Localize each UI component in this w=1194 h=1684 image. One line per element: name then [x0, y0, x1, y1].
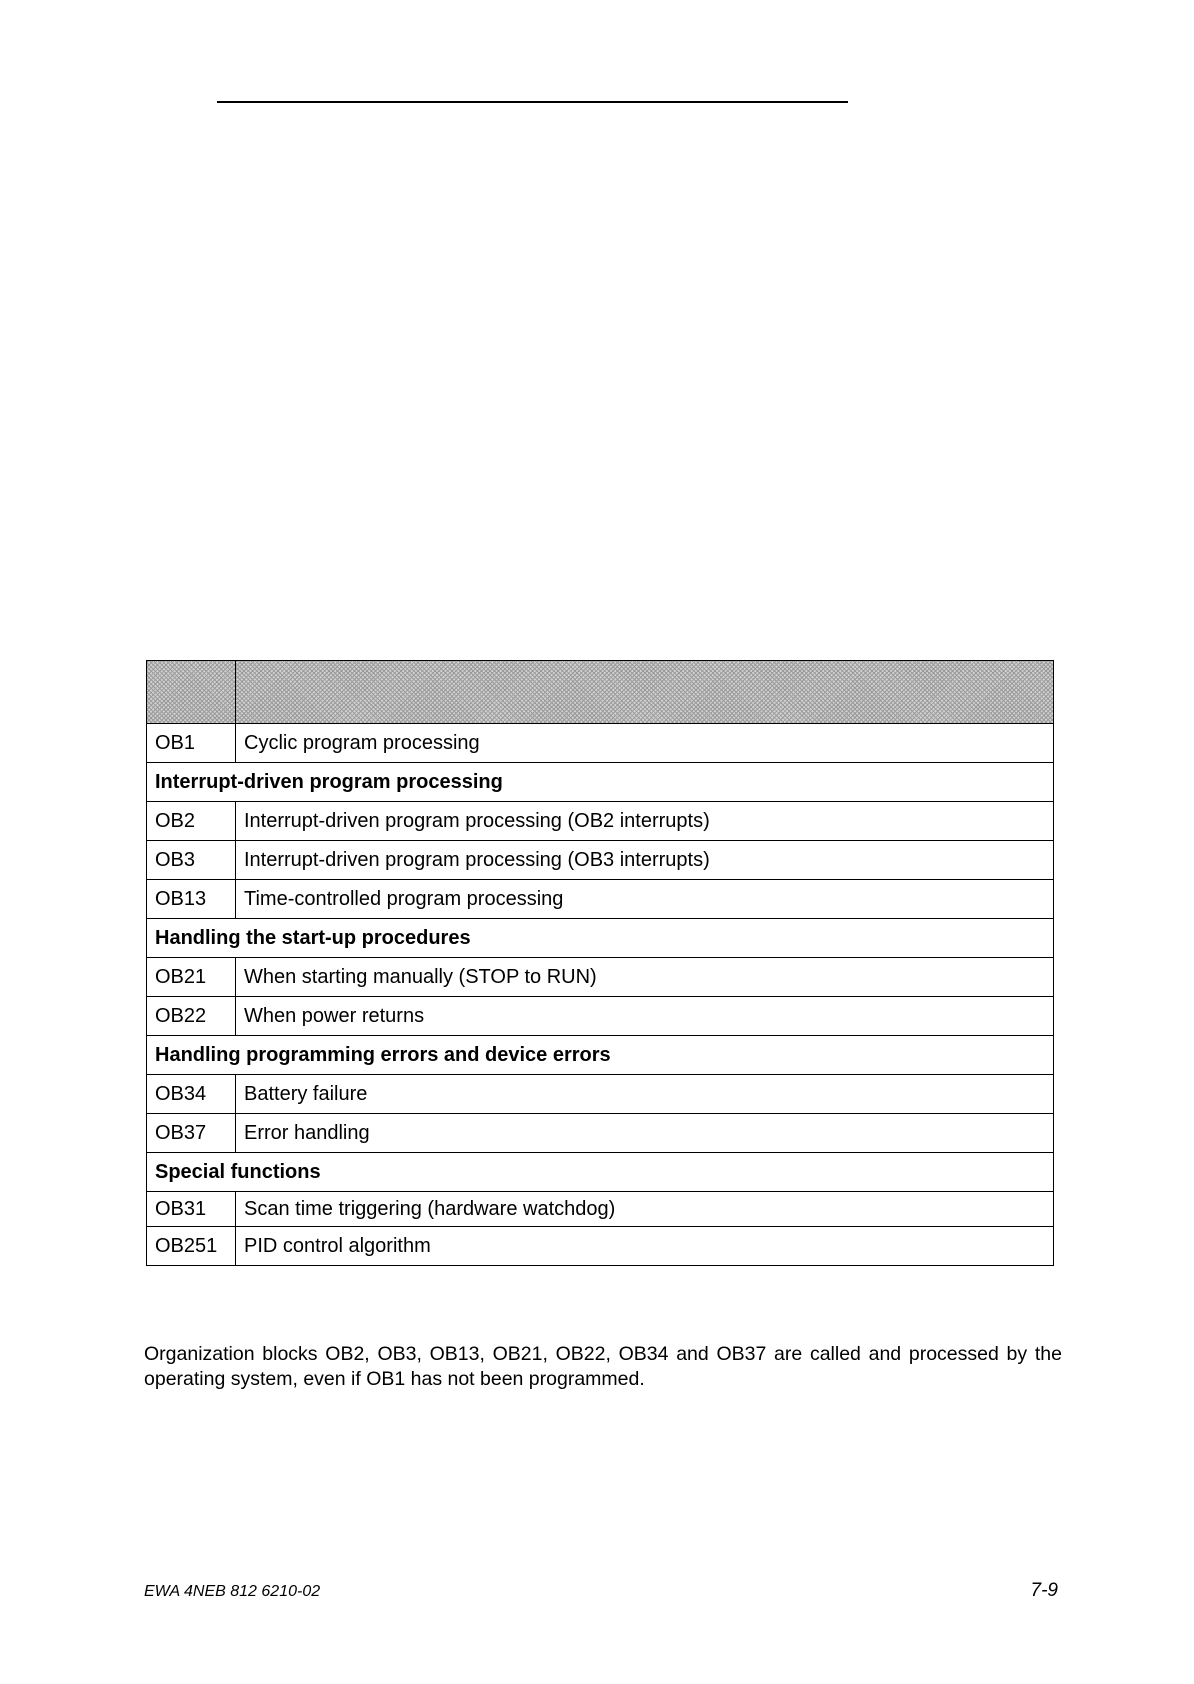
- block-cell: OB2: [147, 802, 236, 841]
- block-cell: OB3: [147, 841, 236, 880]
- table-row: [147, 1192, 1054, 1227]
- description-cell: PID control algorithm: [236, 1227, 1054, 1266]
- table-row: [147, 724, 1054, 763]
- description-cell: Cyclic program processing: [236, 724, 1054, 763]
- table-header-row: [147, 661, 1054, 724]
- table-row: [147, 997, 1054, 1036]
- block-cell: OB13: [147, 880, 236, 919]
- block-cell: OB34: [147, 1075, 236, 1114]
- section-row: [147, 919, 1054, 958]
- body-note: Organization blocks OB2, OB3, OB13, OB21, OB22, OB34 and OB37 are called and processed by the operating system, even if OB1 has not been programmed.: [144, 1343, 1062, 1390]
- table-row: [147, 1075, 1054, 1114]
- table-row: [147, 958, 1054, 997]
- header-rule: [217, 101, 848, 103]
- description-cell: Battery failure: [236, 1075, 1054, 1114]
- footer-page-number: 7-9: [1030, 1580, 1058, 1601]
- description-cell: Time-controlled program processing: [236, 880, 1054, 919]
- description-cell: Interrupt-driven program processing (OB3 interrupts): [236, 841, 1054, 880]
- block-cell: OB31: [147, 1192, 236, 1227]
- block-cell: OB1: [147, 724, 236, 763]
- section-title: Interrupt-driven program processing: [147, 763, 1054, 802]
- table-row: [147, 1227, 1054, 1266]
- block-cell: OB37: [147, 1114, 236, 1153]
- description-cell: When power returns: [236, 997, 1054, 1036]
- table-row: [147, 802, 1054, 841]
- description-cell: Interrupt-driven program processing (OB2 interrupts): [236, 802, 1054, 841]
- block-cell: OB251: [147, 1227, 236, 1266]
- block-cell: OB22: [147, 997, 236, 1036]
- table-row: [147, 841, 1054, 880]
- section-title: Handling the start-up procedures: [147, 919, 1054, 958]
- section-row: [147, 1153, 1054, 1192]
- section-title: Special functions: [147, 1153, 1054, 1192]
- description-cell: When starting manually (STOP to RUN): [236, 958, 1054, 997]
- footer-document-id: EWA 4NEB 812 6210-02: [144, 1583, 321, 1600]
- section-row: [147, 1036, 1054, 1075]
- organization-blocks-table: [146, 660, 1054, 1266]
- description-cell: Scan time triggering (hardware watchdog): [236, 1192, 1054, 1227]
- table-header-cell-block: [147, 661, 236, 724]
- table-row: [147, 880, 1054, 919]
- block-cell: OB21: [147, 958, 236, 997]
- table-row: [147, 1114, 1054, 1153]
- section-title: Handling programming errors and device errors: [147, 1036, 1054, 1075]
- description-cell: Error handling: [236, 1114, 1054, 1153]
- section-row: [147, 763, 1054, 802]
- table-header-cell-description: [236, 661, 1054, 724]
